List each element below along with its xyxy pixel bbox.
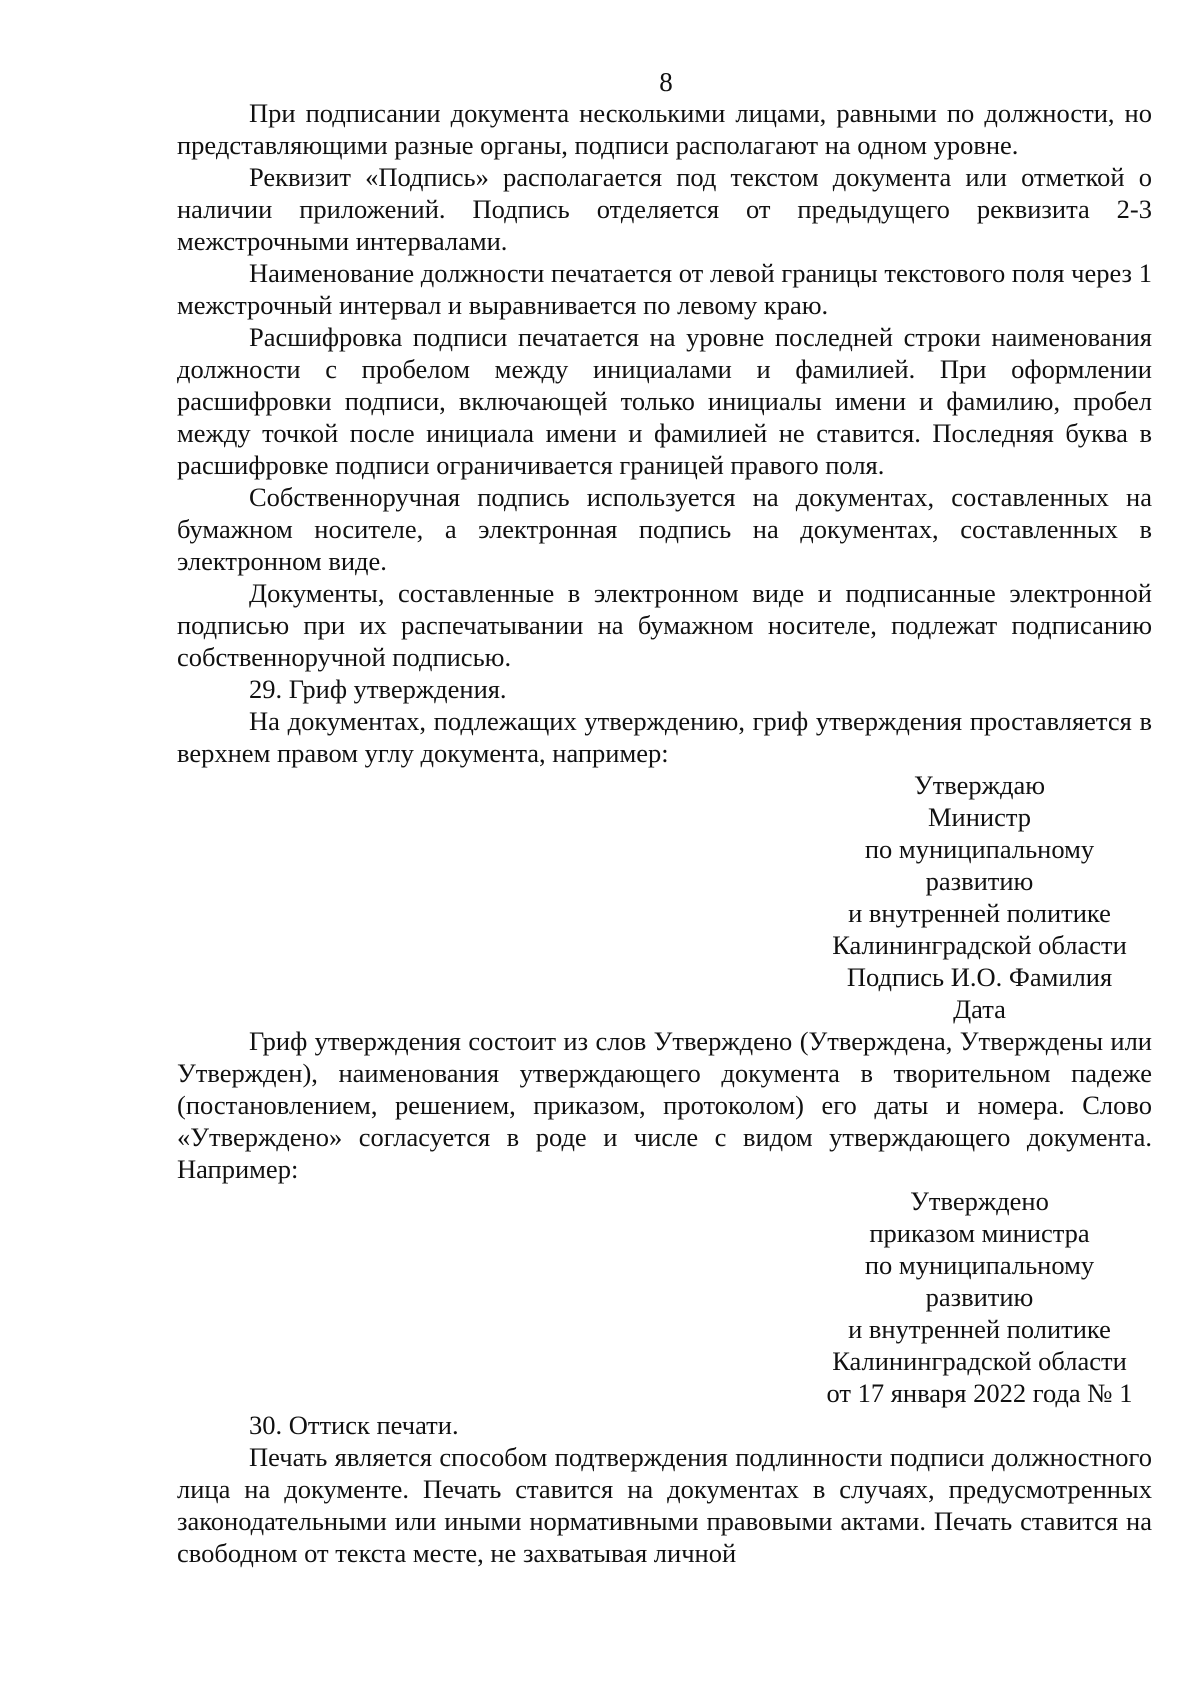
stamp-line: Утверждено	[910, 1186, 1049, 1216]
stamp-line: по муниципальному	[864, 834, 1095, 864]
stamp-line: развитию	[925, 866, 1034, 896]
stamp-line: Дата	[953, 994, 1006, 1024]
page-number: 8	[659, 67, 673, 97]
paragraph-handwritten-electronic: Собственноручная подпись используется на документах, составленных на бумажном носителе, а электронная подпись на документах, составленных в электронном виде.	[177, 482, 1152, 576]
stamp-line: Калининградской области	[832, 930, 1127, 960]
document-body	[177, 97, 1152, 1569]
paragraph-seal-impression: Печать является способом подтверждения подлинности подписи должностного лица на документе. Печать ставится на документах в случаях, предусмотренных законодательными или иными нормативными правовыми актами. Печать ставится на свободном от текста месте, не захватывая личной	[177, 1442, 1152, 1568]
stamp-line: Министр	[927, 802, 1032, 832]
paragraph-approval-stamp-composition: Гриф утверждения состоит из слов Утверждено (Утверждена, Утверждены или Утвержден), наименования утверждающего документа в творительном падеже (постановлением, решением, приказом, протоколом) его даты и номера. Слово «Утверждено» согласуется в роде и числе с видом утверждающего документа. Например:	[177, 1026, 1152, 1184]
section-heading-29: 29. Гриф утверждения.	[249, 674, 507, 704]
section-heading-30: 30. Оттиск печати.	[249, 1410, 459, 1440]
stamp-line: от 17 января 2022 года № 1	[826, 1378, 1133, 1408]
paragraph-approval-stamp-placement: На документах, подлежащих утверждению, гриф утверждения проставляется в верхнем правом углу документа, например:	[177, 706, 1152, 768]
stamp-line: и внутренней политике	[848, 898, 1111, 928]
stamp-line: по муниципальному	[864, 1250, 1095, 1280]
stamp-line: Калининградской области	[832, 1346, 1127, 1376]
approval-stamp-example	[807, 769, 1152, 1025]
approved-stamp-example	[807, 1185, 1152, 1409]
paragraph-signature-decoding: Расшифровка подписи печатается на уровне последней строки наименования должности с пробелом между инициалами и фамилией. При оформлении расшифровки подписи, включающей только инициалы имени и фамилию, пробел между точкой после инициала имени и фамилией не ставится. Последняя буква в расшифровке подписи ограничивается границей правого поля.	[177, 322, 1152, 480]
stamp-line: Утверждаю	[913, 770, 1046, 800]
stamp-line: Подпись И.О. Фамилия	[846, 962, 1113, 992]
paragraph-electronic-printed: Документы, составленные в электронном виде и подписанные электронной подписью при их распечатывании на бумажном носителе, подлежат подписанию собственноручной подписью.	[177, 578, 1152, 672]
paragraph-signatures-same-level: При подписании документа несколькими лицами, равными по должности, но представляющими разные органы, подписи располагают на одном уровне.	[177, 98, 1152, 160]
stamp-line: приказом министра	[869, 1218, 1090, 1248]
stamp-line: и внутренней политике	[848, 1314, 1111, 1344]
paragraph-position-title: Наименование должности печатается от левой границы текстового поля через 1 межстрочный интервал и выравнивается по левому краю.	[177, 258, 1152, 320]
stamp-line: развитию	[925, 1282, 1034, 1312]
paragraph-signature-requisite: Реквизит «Подпись» располагается под текстом документа или отметкой о наличии приложений. Подпись отделяется от предыдущего реквизита 2-3 межстрочными интервалами.	[177, 162, 1152, 256]
